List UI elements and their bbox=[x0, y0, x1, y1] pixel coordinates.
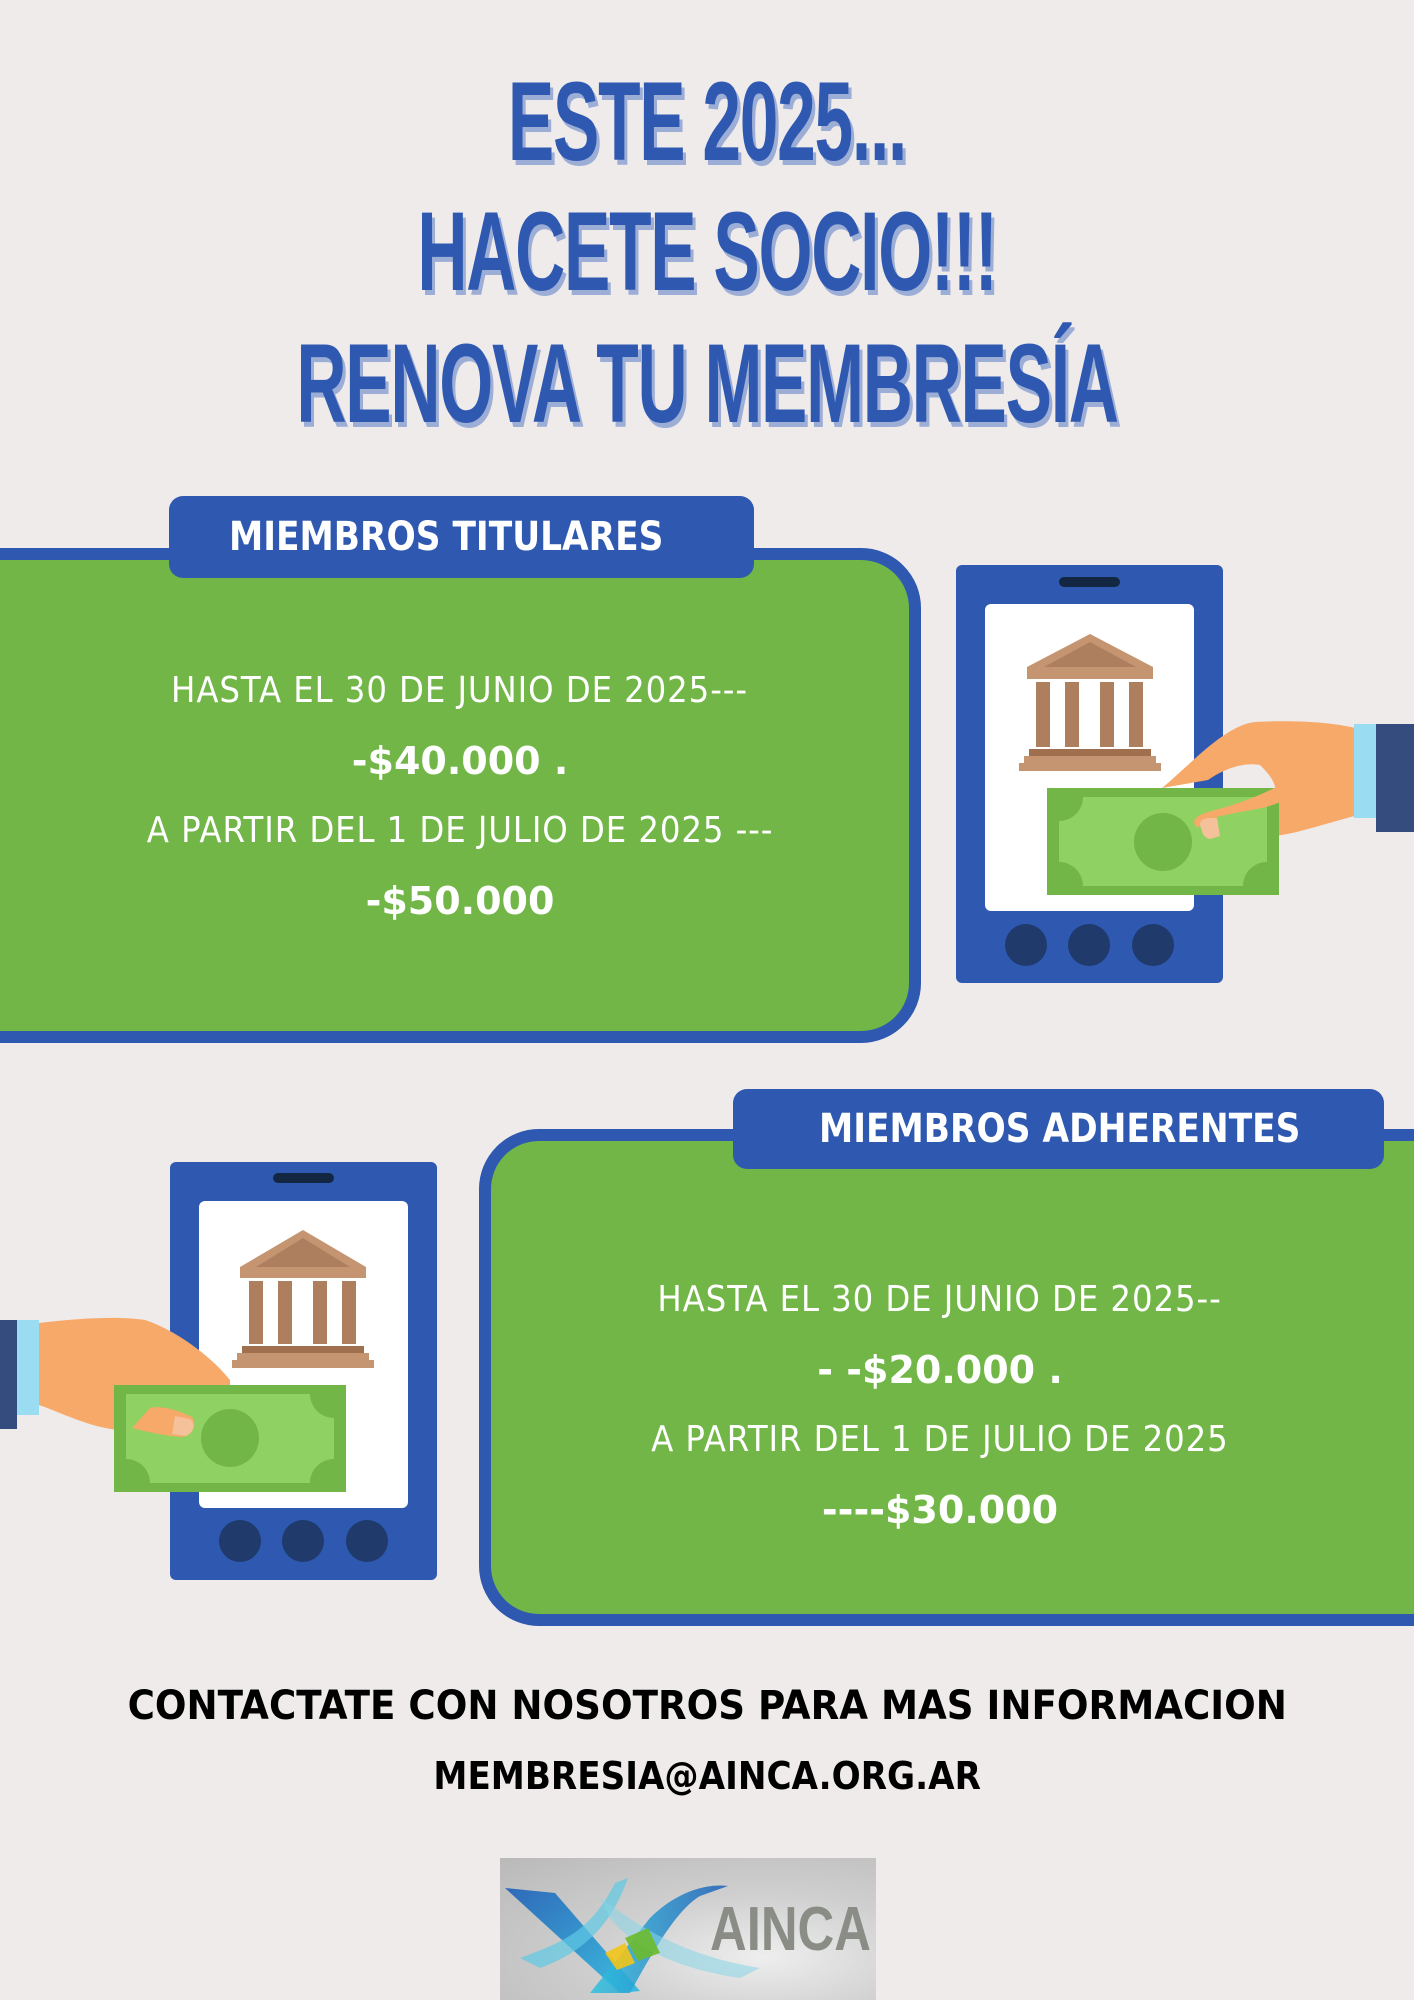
adherentes-tab-text: MIEMBROS ADHERENTES bbox=[819, 1106, 1301, 1152]
adherentes-line-3: A PARTIR DEL 1 DE JULIO DE 2025 bbox=[651, 1419, 1229, 1460]
contact-message-text: CONTACTATE CON NOSOTROS PARA MAS INFORMACION bbox=[127, 1683, 1287, 1729]
adherentes-price-list bbox=[520, 1265, 1360, 1545]
adherentes-until-june-label bbox=[520, 1265, 1360, 1335]
titulares-until-june-price: -$40.000 . bbox=[351, 739, 569, 783]
ainca-logo bbox=[500, 1858, 876, 2000]
adherentes-tab-label bbox=[733, 1089, 1384, 1169]
adherentes-line-1: HASTA EL 30 DE JUNIO DE 2025-- bbox=[657, 1279, 1223, 1320]
adherentes-until-june-price: - -$20.000 . bbox=[817, 1348, 1063, 1392]
phone-bank-payment-icon bbox=[940, 550, 1414, 1000]
titulares-line-1: HASTA EL 30 DE JUNIO DE 2025--- bbox=[171, 670, 749, 711]
contact-email-text: MEMBRESIA@AINCA.ORG.AR bbox=[433, 1754, 981, 1798]
contact-email-link[interactable] bbox=[403, 1754, 1011, 1798]
phone-bank-payment-icon bbox=[0, 1140, 470, 1600]
titulares-from-july-price: -$50.000 bbox=[365, 879, 555, 923]
ainca-logo-text: AINCA bbox=[710, 1895, 871, 1964]
headline-line-3: RENOVA TU MEMBRESÍA bbox=[296, 321, 1118, 446]
adherentes-from-july-price: ----$30.000 bbox=[821, 1488, 1059, 1532]
titulares-price-list bbox=[30, 656, 890, 936]
headline-line-1: ESTE 2025... bbox=[507, 59, 907, 184]
adherentes-from-july-label bbox=[520, 1405, 1360, 1475]
titulares-line-3: A PARTIR DEL 1 DE JULIO DE 2025 --- bbox=[146, 810, 774, 851]
titulares-from-july-label bbox=[30, 796, 890, 866]
titulares-tab-text: MIEMBROS TITULARES bbox=[229, 514, 664, 560]
titulares-until-june-label bbox=[30, 656, 890, 726]
headline-line-2: HACETE SOCIO!!! bbox=[417, 189, 997, 314]
contact-message bbox=[0, 1683, 1414, 1729]
contact-email-row bbox=[0, 1754, 1414, 1798]
titulares-tab-label bbox=[169, 496, 754, 578]
